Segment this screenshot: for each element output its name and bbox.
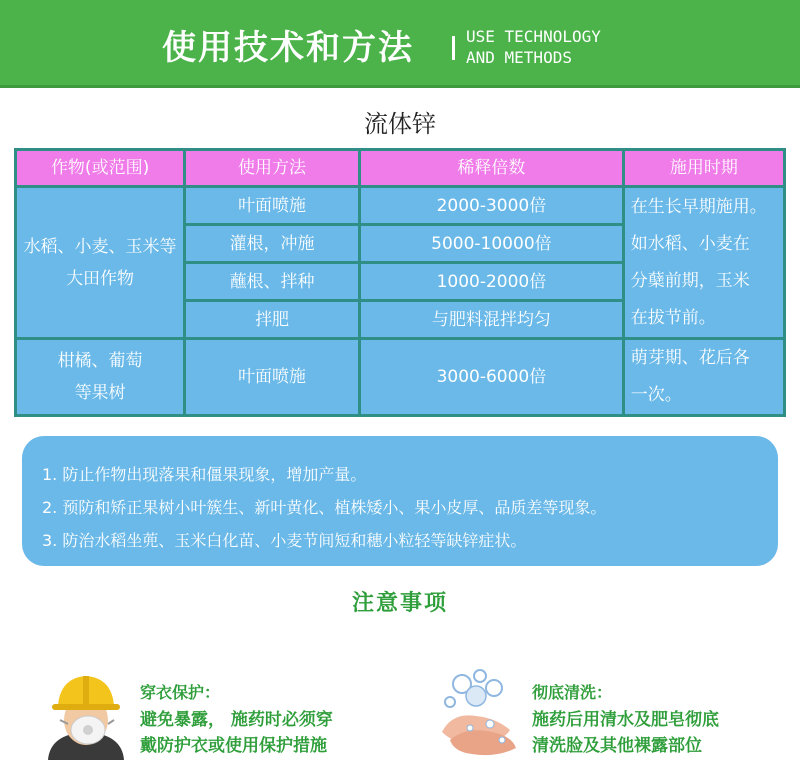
table-cell-period-field: [625, 188, 783, 337]
product-name: 流体锌: [364, 110, 436, 138]
header-title-en-line1: USE TECHNOLOGY: [466, 27, 601, 46]
table-cell-method: 叶面喷施: [186, 340, 358, 414]
table-cell-method: 叶面喷施: [186, 188, 358, 223]
table-header-period: 施用时期: [625, 151, 783, 185]
hand-washing-icon: [432, 666, 524, 762]
table-cell-ratio: 3000-6000倍: [361, 340, 622, 414]
table-cell-crop-fruit: [17, 340, 183, 414]
tip-line: 清洗脸及其他裸露部位: [532, 736, 702, 756]
table-header-method: 使用方法: [186, 151, 358, 185]
caution-title: 注意事项: [351, 591, 448, 616]
tip-body: [532, 707, 719, 759]
benefit-item: 1. 防止作物出现落果和僵果现象，增加产量。: [42, 465, 367, 484]
table-header-crop: 作物(或范围): [17, 151, 183, 185]
benefits-panel: [22, 436, 778, 566]
table-cell-method: 灌根，冲施: [186, 226, 358, 261]
crop-line: 柑橘、葡萄: [57, 351, 143, 371]
tip-washing: [532, 680, 719, 759]
worker-mask-icon: [36, 668, 136, 763]
header-divider: [452, 36, 455, 60]
header-title-en-line2: AND METHODS: [466, 48, 572, 67]
table-cell-ratio: 1000-2000倍: [361, 264, 622, 299]
table-cell-ratio: 5000-10000倍: [361, 226, 622, 261]
table-cell-crop-field: 水稻、小麦、玉米等大田作物: [17, 188, 183, 337]
table-cell-method: 蘸根、拌种: [186, 264, 358, 299]
benefit-item: 2. 预防和矫正果树小叶簇生、新叶黄化、植株矮小、果小皮厚、品质差等现象。: [42, 498, 607, 517]
period-line: 萌芽期、花后各: [630, 348, 750, 368]
tip-line: 施药后用清水及肥皂彻底: [532, 710, 719, 730]
usage-table: [14, 148, 786, 417]
header-banner: [0, 0, 800, 88]
header-title-en: [466, 26, 601, 68]
period-line: 在生长早期施用。: [630, 196, 767, 217]
tip-protection: [140, 680, 333, 759]
table-cell-period-fruit: [625, 340, 783, 414]
tip-line: 避免暴露， 施药时必须穿: [140, 710, 333, 730]
period-line: 一次。: [630, 385, 682, 405]
benefits-list: [22, 436, 778, 557]
header-title-cn: 使用技术和方法: [162, 28, 414, 68]
tip-title: 彻底清洗：: [532, 683, 613, 702]
table-header-ratio: 稀释倍数: [361, 151, 622, 185]
crop-line: 等果树: [74, 383, 126, 403]
table-cell-ratio: 与肥料混拌均匀: [361, 302, 622, 337]
period-line: 在拔节前。: [630, 307, 716, 328]
tip-body: [140, 707, 333, 759]
period-line: 如水稻、小麦在: [630, 233, 750, 254]
period-line: 分蘖前期，玉米: [630, 270, 750, 291]
benefit-item: 3. 防治水稻坐蔸、玉米白化苗、小麦节间短和穗小粒轻等缺锌症状。: [42, 531, 527, 550]
tip-line: 戴防护衣或使用保护措施: [140, 736, 327, 756]
table-cell-method: 拌肥: [186, 302, 358, 337]
tip-title: 穿衣保护：: [140, 683, 221, 702]
table-cell-ratio: 2000-3000倍: [361, 188, 622, 223]
